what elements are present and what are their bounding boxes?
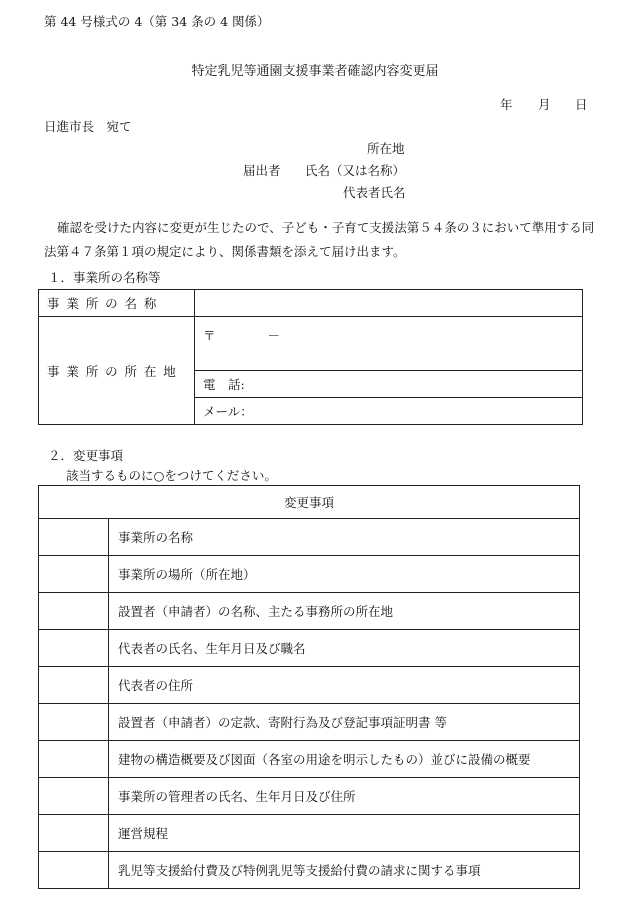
- change-item-label: 乳児等支援給付費及び特例乳児等支援給付費の請求に関する事項: [109, 852, 580, 889]
- body-text-line1: 確認を受けた内容に変更が生じたので、子ども・子育て支援法第５４条の３において準用する同: [57, 220, 595, 235]
- change-item-label: 設置者（申請者）の定款、寄附行為及び登記事項証明書 等: [109, 704, 580, 741]
- change-item-label: 事業所の管理者の氏名、生年月日及び住所: [109, 778, 580, 815]
- change-item-mark-cell[interactable]: [39, 815, 109, 852]
- change-item-mark-cell[interactable]: [39, 519, 109, 556]
- representative-label: 代表者氏名: [343, 185, 406, 200]
- change-item-mark-cell[interactable]: [39, 741, 109, 778]
- date-month-label: 月: [538, 97, 551, 112]
- change-item-label: 代表者の氏名、生年月日及び職名: [109, 630, 580, 667]
- change-item-row: [39, 556, 580, 593]
- change-item-mark-cell[interactable]: [39, 593, 109, 630]
- office-name-label-cell: [39, 290, 195, 317]
- body-text-line2: 法第４７条第１項の規定により、関係書類を添えて届け出ます。: [44, 244, 406, 259]
- change-item-label: 運営規程: [109, 815, 580, 852]
- change-item-mark-cell[interactable]: [39, 630, 109, 667]
- change-item-label: 事業所の場所（所在地）: [109, 556, 580, 593]
- email-label: メール：: [203, 404, 253, 419]
- name-label: 氏名（又は名称）: [305, 163, 406, 178]
- office-location-label: 事業所の所在地: [47, 363, 183, 379]
- email-field[interactable]: [195, 398, 583, 425]
- change-table-header: 変更事項: [39, 486, 580, 519]
- change-item-label: 代表者の住所: [109, 667, 580, 704]
- change-item-label: 事業所の名称: [109, 519, 580, 556]
- section1-heading: １．事業所の名称等: [48, 270, 161, 285]
- applicant-label: 届出者: [243, 163, 281, 178]
- change-item-row: [39, 778, 580, 815]
- date-day-label: 日: [575, 97, 588, 112]
- postal-dash: －: [267, 328, 281, 343]
- form-number: 第 44 号様式の 4（第 34 条の 4 関係）: [44, 14, 270, 29]
- change-item-row: [39, 519, 580, 556]
- change-item-row: [39, 704, 580, 741]
- change-item-mark-cell[interactable]: [39, 778, 109, 815]
- addressee: 日進市長 宛て: [44, 119, 132, 134]
- office-info-table: [38, 289, 583, 425]
- change-item-mark-cell[interactable]: [39, 852, 109, 889]
- section2-instruction: 該当するものに○をつけてください。: [66, 468, 277, 483]
- change-item-label: 設置者（申請者）の名称、主たる事務所の所在地: [109, 593, 580, 630]
- postal-address-field[interactable]: [195, 317, 583, 371]
- change-item-row: [39, 741, 580, 778]
- postal-mark: 〒: [203, 328, 216, 343]
- change-item-mark-cell[interactable]: [39, 704, 109, 741]
- document-title: 特定乳児等通園支援事業者確認内容変更届: [191, 64, 439, 79]
- office-name-field[interactable]: [195, 290, 583, 317]
- change-item-row: [39, 815, 580, 852]
- change-item-row: [39, 667, 580, 704]
- change-item-label: 建物の構造概要及び図面（各室の用途を明示したもの）並びに設備の概要: [109, 741, 580, 778]
- change-item-row: [39, 630, 580, 667]
- change-item-mark-cell[interactable]: [39, 667, 109, 704]
- date-year-label: 年: [500, 97, 513, 112]
- change-item-row: [39, 593, 580, 630]
- change-items-table: [38, 485, 580, 889]
- phone-label: 電 話:: [203, 377, 245, 392]
- section2-heading: ２．変更事項: [48, 448, 124, 463]
- address-label: 所在地: [367, 141, 405, 156]
- change-item-row: [39, 852, 580, 889]
- change-item-mark-cell[interactable]: [39, 556, 109, 593]
- phone-field[interactable]: [195, 371, 583, 398]
- office-location-label-cell: [39, 317, 195, 425]
- office-name-label: 事業所の名称: [47, 296, 164, 311]
